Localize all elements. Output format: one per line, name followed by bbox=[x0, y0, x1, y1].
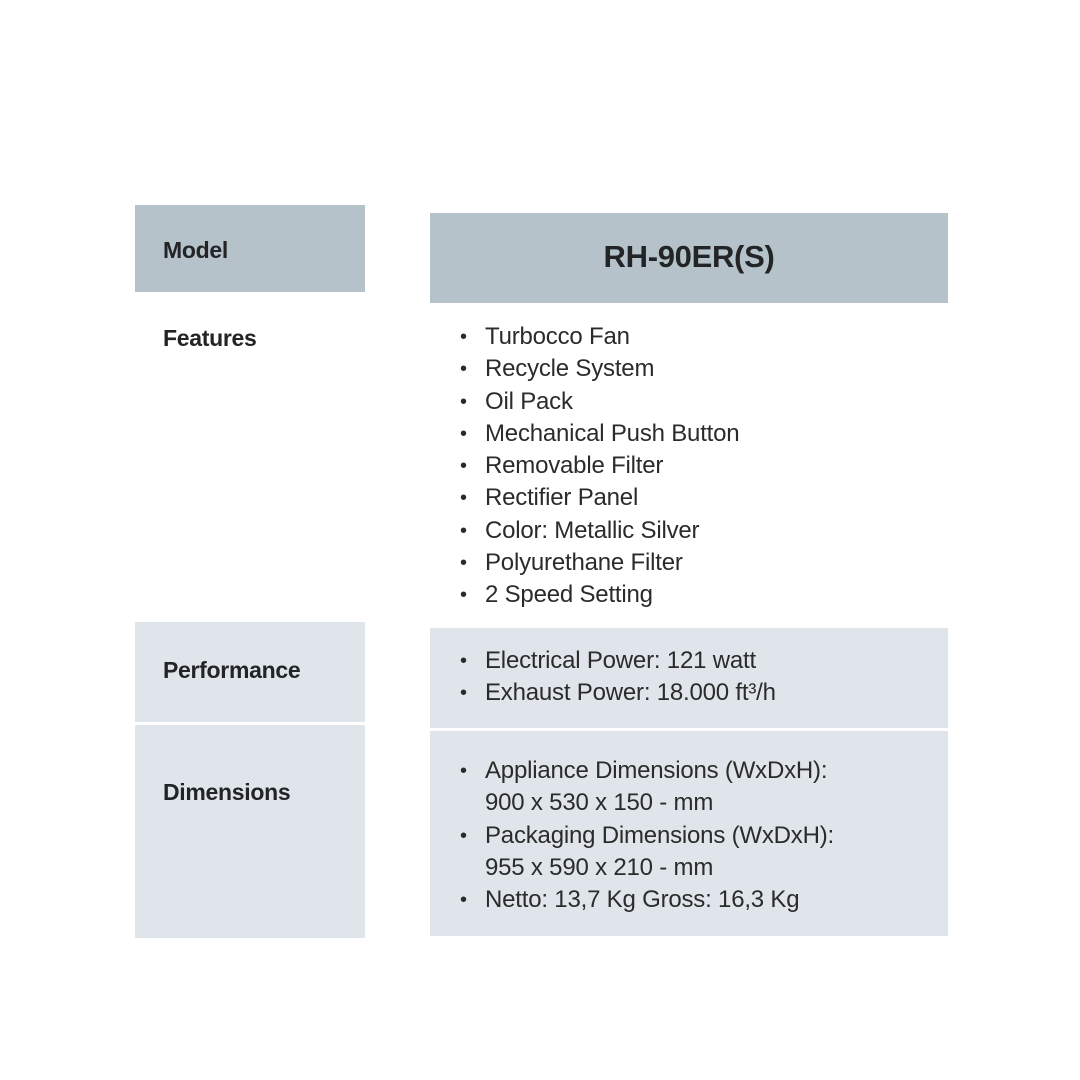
weight-text: Netto: 13,7 Kg Gross: 16,3 Kg bbox=[485, 886, 800, 914]
list-item: • Oil Pack bbox=[460, 386, 938, 418]
list-item: • Mechanical Push Button bbox=[460, 418, 938, 450]
performance-label-cell bbox=[135, 622, 365, 722]
features-label: Features bbox=[163, 325, 257, 351]
list-item: • Color: Metallic Silver bbox=[460, 515, 938, 547]
features-value-cell bbox=[430, 303, 948, 628]
performance-value-cell bbox=[430, 628, 948, 728]
list-item bbox=[460, 755, 938, 820]
list-item bbox=[460, 820, 938, 885]
model-label-cell bbox=[135, 205, 365, 292]
appliance-dimensions-value: 900 x 530 x 150 - mm bbox=[485, 789, 714, 817]
dimensions-label: Dimensions bbox=[163, 779, 291, 805]
performance-list bbox=[460, 645, 938, 710]
features-label-cell bbox=[135, 292, 365, 622]
list-item: • Rectifier Panel bbox=[460, 482, 938, 514]
list-item: • Electrical Power: 121 watt bbox=[460, 645, 938, 677]
list-item bbox=[460, 884, 938, 916]
list-item: • Recycle System bbox=[460, 353, 938, 385]
model-label: Model bbox=[163, 237, 228, 263]
dimensions-label-cell bbox=[135, 725, 365, 938]
dimensions-list bbox=[460, 755, 938, 916]
model-value-cell bbox=[430, 213, 948, 303]
appliance-dimensions-label: Appliance Dimensions (WxDxH): bbox=[485, 757, 828, 784]
performance-label: Performance bbox=[163, 657, 301, 683]
model-value: RH-90ER(S) bbox=[603, 239, 775, 274]
dimensions-value-cell bbox=[430, 731, 948, 936]
list-item: • Turbocco Fan bbox=[460, 321, 938, 353]
packaging-dimensions-label: Packaging Dimensions (WxDxH): bbox=[485, 821, 834, 849]
list-item: • Polyurethane Filter bbox=[460, 547, 938, 579]
features-list bbox=[460, 321, 938, 612]
list-item: • 2 Speed Setting bbox=[460, 579, 938, 611]
list-item: • Removable Filter bbox=[460, 450, 938, 482]
list-item: • Exhaust Power: 18.000 ft³/h bbox=[460, 677, 938, 709]
packaging-dimensions-value: 955 x 590 x 210 - mm bbox=[485, 853, 714, 881]
